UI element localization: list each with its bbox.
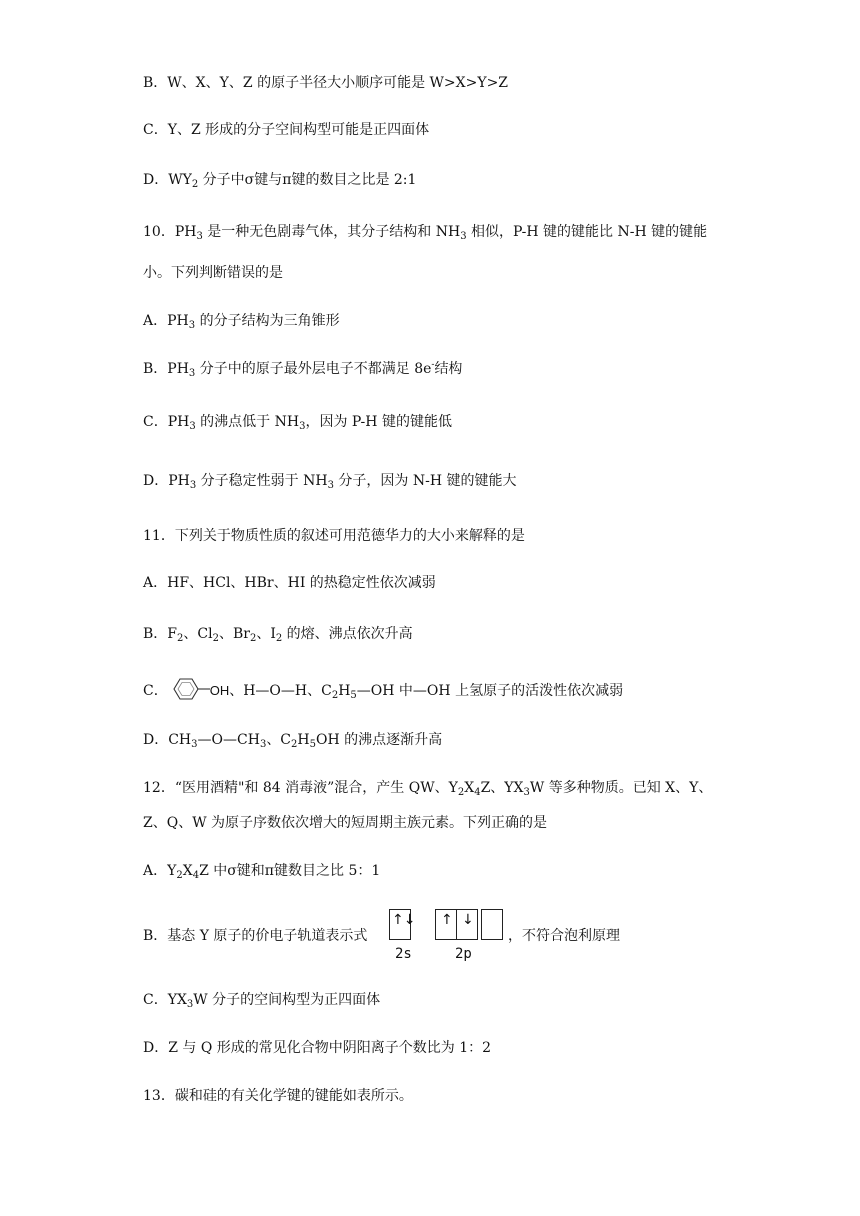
q13-stem: 13．碳和硅的有关化学键的键能如表所示。 [143,1088,413,1104]
q9-option-c: C．Y、Z 形成的分子空间构型可能是正四面体 [143,122,430,138]
q11-option-b: B．$F_2$、$Cl_2$、$Br_2$、$I_2$ 的熔、沸点依次升高 [143,626,413,644]
q9-option-b: B．W、X、Y、Z 的原子半径大小顺序可能是 W>X>Y>Z [143,75,509,91]
q11-option-d: D．$CH_3—O—CH_3$、$C_2H_5OH$ 的沸点逐渐升高 [143,732,443,750]
orbital-label-2p: 2p [455,946,472,962]
benzene-ring-icon [168,676,216,702]
q11-stem: 11．下列关于物质性质的叙述可用范德华力的大小来解释的是 [143,528,525,544]
hydroxyl-label: OH [209,683,230,698]
orbital-box-2p-2: ↓ [456,909,478,940]
q10-stem-line1: 10．$PH_3$ 是一种无色剧毒气体，其分子结构和 $NH_3$ 相似，P-H 键的键能比 N-H 键的键能 [143,224,708,242]
q12-stem-line1: 12．“医用酒精"和 84 消毒液”混合，产生 QW、$Y_2X_4Z$、$YX_3W$ 等多种物质。已知 X、Y、 [143,780,713,798]
orbital-box-2s: ↑↓ [389,909,411,940]
q11-option-c: C． OH、H—O—H、$C_2H_5—OH$ 中—OH 上氢原子的活泼性依次减弱 [143,676,623,702]
q10-option-d: D．$PH_3$ 分子稳定性弱于 $NH_3$ 分子，因为 N-H 键的键能大 [143,473,517,491]
q10-stem-line2: 小。下列判断错误的是 [143,265,283,281]
q10-option-a: A．$PH_3$ 的分子结构为三角锥形 [143,313,340,331]
q12-option-c: C．$YX_3W$ 分子的空间构型为正四面体 [143,992,381,1010]
q12-option-d: D．Z 与 Q 形成的常见化合物中阴阳离子个数比为 1：2 [143,1040,492,1056]
q12-stem-line2: Z、Q、W 为原子序数依次增大的短周期主族元素。下列正确的是 [143,815,548,831]
orbital-box-2p-1: ↑ [435,909,457,940]
q12-option-b-prefix: B．基态 Y 原子的价电子轨道表示式 [143,928,368,944]
orbital-box-2p-3 [481,909,503,940]
q10-option-c: C．$PH_3$ 的沸点低于 $NH_3$，因为 P-H 键的键能低 [143,414,452,432]
q12-option-a: A．$Y_2X_4Z$ 中σ键和π键数目之比 5：1 [143,863,381,881]
q11-option-a: A．HF、HCl、HBr、HI 的热稳定性依次减弱 [143,575,436,591]
q9-option-d: D．$WY_2$ 分子中σ键与π键的数目之比是 2:1 [143,172,417,190]
q12-option-b-suffix: ，不符合泡利原理 [508,928,620,944]
q10-option-b: B．$PH_3$ 分子中的原子最外层电子不都满足 8e-结构 [143,360,463,379]
orbital-label-2s: 2s [395,946,412,962]
